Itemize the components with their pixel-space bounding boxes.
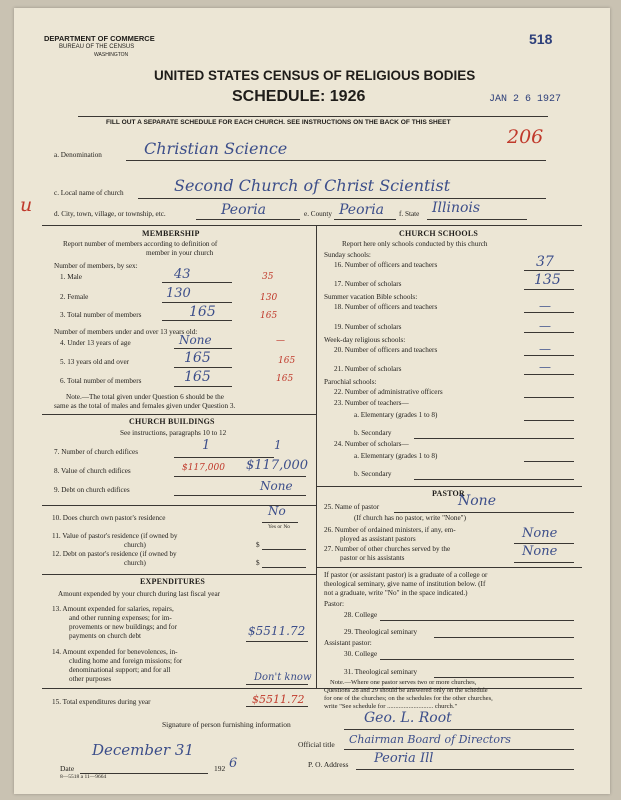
signature-label: Signature of person furnishing information [162, 720, 291, 729]
q28-line [380, 620, 574, 621]
assistant-sublabel: Assistant pastor: [324, 639, 372, 647]
q3-label: 3. Total number of members [60, 311, 142, 319]
city-label: d. City, town, village, or township, etc. [54, 210, 166, 218]
q12-label-1: 12. Debt on pastor's residence (if owned by [52, 550, 177, 558]
q11-label-1: 11. Value of pastor's residence (if owned by [52, 532, 178, 540]
q16-line [524, 270, 574, 271]
official-title-label: Official title [298, 740, 335, 749]
q1-line [162, 282, 232, 283]
q9-line [174, 495, 306, 496]
by-sex-label: Number of members, by sex: [54, 262, 138, 270]
red-code: 206 [507, 126, 544, 148]
q23a-line [524, 420, 574, 421]
q13-line [246, 641, 308, 642]
bureau-label: BUREAU OF THE CENSUS [59, 44, 135, 50]
buildings-title: CHURCH BUILDINGS [129, 417, 215, 426]
q4-line [174, 348, 232, 349]
denomination-label: a. Denomination [54, 151, 102, 159]
q1-value[interactable]: 43 [174, 267, 191, 282]
q4-label: 4. Under 13 years of age [60, 339, 131, 347]
q26-label-1: 26. Number of ordained ministers, if any, em- [324, 526, 456, 534]
q20-value[interactable]: — [539, 342, 551, 356]
grad-note-3: not a graduate, write "No" in the space indicated.) [324, 589, 468, 597]
q19-value[interactable]: — [539, 319, 551, 333]
q22-label: 22. Number of administrative officers [334, 388, 443, 396]
q24a-line [524, 461, 574, 462]
rule-expenditures [42, 574, 316, 575]
dept-label: DEPARTMENT OF COMMERCE [44, 34, 155, 43]
q25-line [394, 512, 574, 513]
state-label: f. State [399, 210, 420, 218]
q8-value[interactable]: $117,000 [246, 458, 309, 473]
date-value[interactable]: December 31 [92, 741, 194, 759]
q21-label: 21. Number of scholars [334, 365, 402, 373]
q18-value[interactable]: — [539, 299, 551, 313]
q6-check: 165 [276, 374, 294, 384]
q27-label-1: 27. Number of other churches served by the [324, 545, 451, 553]
address-value[interactable]: Peoria Ill [374, 751, 434, 766]
q28-label: 28. College [344, 611, 378, 619]
q15-value[interactable]: $5511.72 [252, 693, 305, 706]
q23-label: 23. Number of teachers— [334, 399, 409, 407]
q12-label-2: church) [124, 559, 146, 567]
q26-label-2: ployed as assistant pastors [340, 535, 416, 543]
expenditures-sub: Amount expended by your church during last fiscal year [58, 590, 221, 598]
city-value[interactable]: Peoria [221, 202, 267, 218]
weekday-label: Week-day religious schools: [324, 336, 406, 344]
instruction-line: FILL OUT A SEPARATE SCHEDULE FOR EACH CHURCH. SEE INSTRUCTIONS ON THE BACK OF THIS SHEET [106, 119, 451, 126]
age-label: Number of members under and over 13 years old: [54, 328, 198, 336]
q10-label: 10. Does church own pastor's residence [52, 514, 166, 522]
q11-line [262, 549, 306, 550]
q21-value[interactable]: — [539, 360, 551, 374]
q14-label-3: denominational support; and for all [69, 666, 171, 674]
q14-label-1: 14. Amount expended for benevolences, in- [52, 648, 178, 656]
header-rule [78, 116, 548, 117]
denomination-line [126, 160, 546, 161]
q30-line [380, 659, 574, 660]
q24-label: 24. Number of scholars— [334, 440, 409, 448]
q29-label: 29. Theological seminary [344, 628, 418, 636]
q16-value[interactable]: 37 [536, 254, 554, 270]
q17-label: 17. Number of scholars [334, 280, 402, 288]
q27-label-2: pastor or his assistants [340, 554, 405, 562]
q27-line [514, 562, 574, 563]
q23a-label: a. Elementary (grades 1 to 8) [354, 411, 438, 419]
q2-check: 130 [260, 293, 278, 303]
q3-check: 165 [260, 311, 278, 321]
year-prefix: 192 [214, 764, 226, 773]
q9-value[interactable]: None [260, 479, 293, 493]
q20-label: 20. Number of officers and teachers [334, 346, 438, 354]
q7-check: 1 [274, 438, 282, 452]
q4-check: — [276, 336, 285, 346]
q6-value[interactable]: 165 [184, 369, 211, 385]
state-value[interactable]: Illinois [432, 200, 481, 216]
official-title-line [344, 749, 574, 750]
local-name-label: c. Local name of church [54, 189, 124, 197]
expenditures-title: EXPENDITURES [140, 577, 206, 586]
pastor-note-2: Questions 28 and 29 should be answered only on the schedule [324, 687, 488, 694]
q11-label-2: church) [124, 541, 146, 549]
q11-dollar: $ [256, 541, 260, 549]
census-schedule-sheet [14, 8, 610, 794]
q14-value[interactable]: Don't know [254, 672, 312, 683]
form-title: UNITED STATES CENSUS OF RELIGIOUS BODIES [154, 68, 476, 83]
vacation-label: Summer vacation Bible schools: [324, 293, 418, 301]
q25-value[interactable]: None [458, 493, 496, 509]
pastor-note-3: for one of the churches; on the schedules for the other churches, [324, 695, 493, 702]
address-line [356, 769, 574, 770]
q24b-label: b. Secondary [354, 470, 392, 478]
rule-grad [316, 567, 582, 568]
year-digit[interactable]: 6 [229, 756, 238, 771]
received-stamp: JAN 2 6 1927 [489, 94, 562, 105]
q1-label: 1. Male [60, 273, 82, 281]
q25-hint: (If church has no pastor, write "None") [354, 514, 466, 522]
signature-line [344, 729, 574, 730]
q13-label-1: 13. Amount expended for salaries, repairs, [52, 605, 174, 613]
q21-line [524, 374, 574, 375]
q2-label: 2. Female [60, 293, 89, 301]
red-margin-mark: u [20, 194, 33, 216]
q13-value[interactable]: $5511.72 [248, 624, 306, 638]
q6-line [174, 386, 232, 387]
q8-label: 8. Value of church edifices [54, 467, 131, 475]
parochial-label: Parochial schools: [324, 378, 377, 386]
q12-dollar: $ [256, 559, 260, 567]
q15-label: 15. Total expenditures during year [52, 698, 151, 706]
q6-label: 6. Total number of members [60, 377, 142, 385]
q29-line [434, 637, 574, 638]
date-label: Date [60, 764, 75, 773]
rule-pastor [316, 486, 582, 487]
signature-value[interactable]: Geo. L. Root [364, 710, 452, 726]
grad-note-2: theological seminary, give name of institution below. (If [324, 580, 486, 588]
city-label: WASHINGTON [94, 52, 129, 58]
buildings-sub: See instructions, paragraphs 10 to 12 [120, 429, 227, 437]
q19-label: 19. Number of scholars [334, 323, 402, 331]
city-line [196, 219, 300, 220]
q17-line [524, 289, 574, 290]
q8-line [174, 476, 306, 477]
state-line [427, 219, 527, 220]
pastor-note-1: Note.—Where one pastor serves two or more churches, [330, 679, 477, 686]
q10-line [262, 522, 298, 523]
membership-note-2: same as the total of males and females given under Question 3. [54, 402, 236, 410]
q1-check: 35 [262, 272, 274, 282]
rule-buildings [42, 414, 316, 415]
membership-intro-2: member in your church [146, 249, 214, 257]
q8-red: $117,000 [182, 463, 225, 473]
pastor-title: PASTOR [432, 489, 465, 498]
q10-value[interactable]: No [268, 504, 286, 518]
official-title-value[interactable]: Chairman Board of Directors [349, 733, 511, 746]
q7-label: 7. Number of church edifices [54, 448, 139, 456]
grid-center-rule [316, 225, 317, 688]
q24a-label: a. Elementary (grades 1 to 8) [354, 452, 438, 460]
county-value[interactable]: Peoria [339, 202, 385, 218]
q25-label: 25. Name of pastor [324, 503, 380, 511]
q5-label: 5. 13 years old and over [60, 358, 130, 366]
denomination-value[interactable]: Christian Science [144, 139, 288, 158]
q7-value[interactable]: 1 [202, 438, 211, 453]
q13-label-4: payments on church debt [69, 632, 142, 640]
q9-label: 9. Debt on church edifices [54, 486, 130, 494]
q3-line [162, 320, 232, 321]
q18-label: 18. Number of officers and teachers [334, 303, 438, 311]
q16-label: 16. Number of officers and teachers [334, 261, 438, 269]
q31-label: 31. Theological seminary [344, 668, 418, 676]
grid-top-rule [42, 225, 582, 226]
q23b-line [414, 438, 574, 439]
q3-value[interactable]: 165 [189, 304, 216, 320]
county-label: e. County [304, 210, 332, 218]
schools-title: CHURCH SCHOOLS [399, 229, 479, 238]
membership-note-1: Note.—The total given under Question 6 should be the [66, 393, 224, 401]
sunday-label: Sunday schools: [324, 251, 371, 259]
q14-line [246, 684, 308, 685]
q22-line [524, 397, 574, 398]
q14-label-4: other purposes [69, 675, 112, 683]
q24b-line [414, 479, 574, 480]
grad-note-1: If pastor (or assistant pastor) is a graduate of a college or [324, 571, 488, 579]
q2-value[interactable]: 130 [166, 286, 191, 301]
county-line [334, 219, 396, 220]
local-name-line [138, 198, 546, 199]
q2-line [162, 302, 232, 303]
address-label: P. O. Address [308, 760, 349, 769]
q15-line [246, 706, 308, 707]
q14-label-2: cluding home and foreign missions; for [69, 657, 183, 665]
q27-value[interactable]: None [522, 544, 558, 559]
q10-hint: Yes or No [268, 524, 291, 530]
q5-check: 165 [278, 356, 296, 366]
q5-value[interactable]: 165 [184, 350, 211, 366]
q12-line [262, 567, 306, 568]
schedule-number: 518 [529, 31, 553, 47]
pastor-sublabel: Pastor: [324, 600, 344, 608]
q30-label: 30. College [344, 650, 378, 658]
q23b-label: b. Secondary [354, 429, 392, 437]
q13-label-2: and other running expenses; for im- [69, 614, 172, 622]
q17-value[interactable]: 135 [534, 272, 561, 288]
q5-line [174, 367, 232, 368]
pastor-note-4: write "See schedule for ............................ church." [324, 703, 458, 710]
grid-bottom-rule [42, 688, 582, 689]
q4-value[interactable]: None [179, 333, 212, 347]
form-codes: 8—5518 a 11—9664 [60, 774, 107, 780]
membership-intro-1: Report number of members according to definition of [63, 240, 218, 248]
local-name-value[interactable]: Second Church of Christ Scientist [174, 176, 451, 195]
form-schedule-year: SCHEDULE: 1926 [232, 88, 366, 105]
q26-value[interactable]: None [522, 526, 558, 541]
q13-label-3: provements or new buildings; and for [69, 623, 177, 631]
membership-title: MEMBERSHIP [142, 229, 200, 238]
schools-intro: Report here only schools conducted by this church [342, 240, 488, 248]
